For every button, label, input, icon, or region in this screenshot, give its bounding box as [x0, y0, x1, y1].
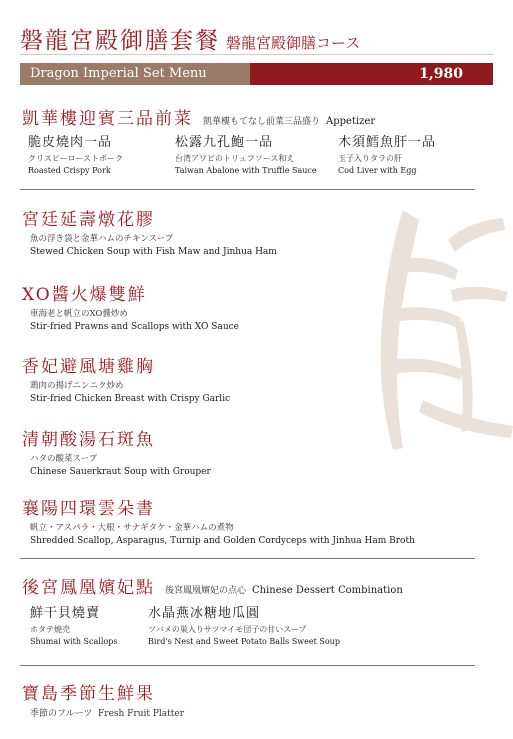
- dessert-en: Chinese Dessert Combination: [252, 585, 403, 596]
- dish-zh: 香妃避風塘雞胸: [22, 357, 155, 377]
- title-divider: [20, 54, 493, 55]
- dish-jp: ハタの酸菜スープ: [30, 454, 98, 464]
- fruit-item: [22, 679, 184, 719]
- appetizer-item-zh: 脆皮燒肉一品: [28, 135, 113, 150]
- dish-item: [22, 205, 277, 257]
- appetizer-item: [338, 131, 488, 175]
- dish-item: [22, 494, 415, 546]
- dessert-item: [148, 602, 398, 646]
- dish-en: Stewed Chicken Soup with Fish Maw and Jinhua Ham: [30, 247, 277, 257]
- dessert-item-jp: ホタテ焼売: [30, 625, 70, 634]
- dish-item: [22, 352, 230, 404]
- appetizer-item-jp: 玉子入りタラの肝: [338, 154, 402, 163]
- appetizer-item-en: Roasted Crispy Pork: [28, 166, 111, 175]
- dessert-item-zh: 水晶燕冰糖地瓜圓: [148, 606, 261, 621]
- dish-zh: 宮廷延壽燉花膠: [22, 210, 155, 230]
- page-title: [20, 22, 360, 55]
- appetizer-item-en: Taiwan Abalone with Truffle Sauce: [175, 166, 317, 175]
- appetizer-jp: 凱華樓もてなし前菜三品盛り: [203, 117, 321, 127]
- fruit-desc: [30, 706, 184, 719]
- watermark-calligraphy: [363, 200, 513, 460]
- appetizer-item-en: Cod Liver with Egg: [338, 166, 417, 175]
- appetizer-item: [28, 131, 198, 175]
- dessert-jp: 後宮鳳凰嬪妃の点心: [165, 586, 247, 596]
- dessert-item-jp: ツバメの巣入りサツマイモ団子の甘いスープ: [148, 625, 307, 634]
- dessert-item-en: Bird's Nest and Sweet Potato Balls Sweet Soup: [148, 637, 340, 646]
- appetizer-item-zh: 松露九孔鮑一品: [175, 135, 274, 150]
- dish-jp: 帆立・アスパラ・大根・サナギタケ・金華ハムの煮物: [30, 523, 234, 533]
- dish-en: Chinese Sauerkraut Soup with Grouper: [30, 467, 211, 477]
- dish-en: Stir-fried Chicken Breast with Crispy Garlic: [30, 394, 231, 404]
- dish-zh: XO醬火爆雙鮮: [22, 285, 147, 305]
- appetizer-item-zh: 木須鱈魚肝一品: [338, 135, 437, 150]
- fruit-en: Fresh Fruit Platter: [98, 709, 185, 719]
- menu-name: Dragon Imperial Set Menu: [20, 63, 250, 85]
- appetizer-en: Appetizer: [326, 116, 376, 127]
- section-divider: [20, 189, 475, 190]
- dish-en: Stir-fried Prawns and Scallops with XO Sauce: [30, 322, 239, 332]
- dish-item: [22, 425, 211, 477]
- section-divider: [20, 665, 475, 666]
- appetizer-zh: 凱華樓迎賓三品前菜: [22, 109, 193, 129]
- appetizer-heading: [22, 104, 375, 129]
- dish-zh: 襄陽四環雲朵書: [22, 499, 155, 519]
- dish-en: Shredded Scallop, Asparagus, Turnip and Golden Cordyceps with Jinhua Ham Broth: [30, 536, 415, 546]
- menu-price: 1,980: [250, 63, 493, 85]
- fruit-zh: 寶島季節生鮮果: [22, 684, 155, 704]
- dessert-item-en: Shumai with Scallops: [30, 637, 118, 646]
- dessert-heading: [22, 573, 403, 598]
- menu-banner: [20, 63, 493, 85]
- page-title-jp: 磐龍宮殿御膳コース: [226, 34, 361, 52]
- dish-jp: 魚の浮き袋と金華ハムのチキンスープ: [30, 234, 174, 244]
- appetizer-item-jp: クリスピーローストポーク: [28, 154, 124, 163]
- dessert-zh: 後宮鳳凰嬪妃點: [22, 578, 155, 598]
- dish-jp: 鶏肉の揚げニンニク炒め: [30, 381, 124, 391]
- dish-item: [22, 280, 239, 332]
- dish-zh: 清朝酸湯石斑魚: [22, 430, 155, 450]
- dish-jp: 車海老と帆立のXO醤炒め: [30, 309, 128, 319]
- dessert-item-zh: 鮮干貝燒賣: [30, 606, 101, 621]
- page-title-zh: 磐龍宮殿御膳套餐: [20, 28, 220, 54]
- fruit-jp: 季節のフルーツ: [30, 709, 93, 719]
- appetizer-item-jp: 台湾アワビのトリュフソース和え: [175, 154, 295, 163]
- appetizer-item: [175, 131, 345, 175]
- section-divider: [20, 558, 475, 559]
